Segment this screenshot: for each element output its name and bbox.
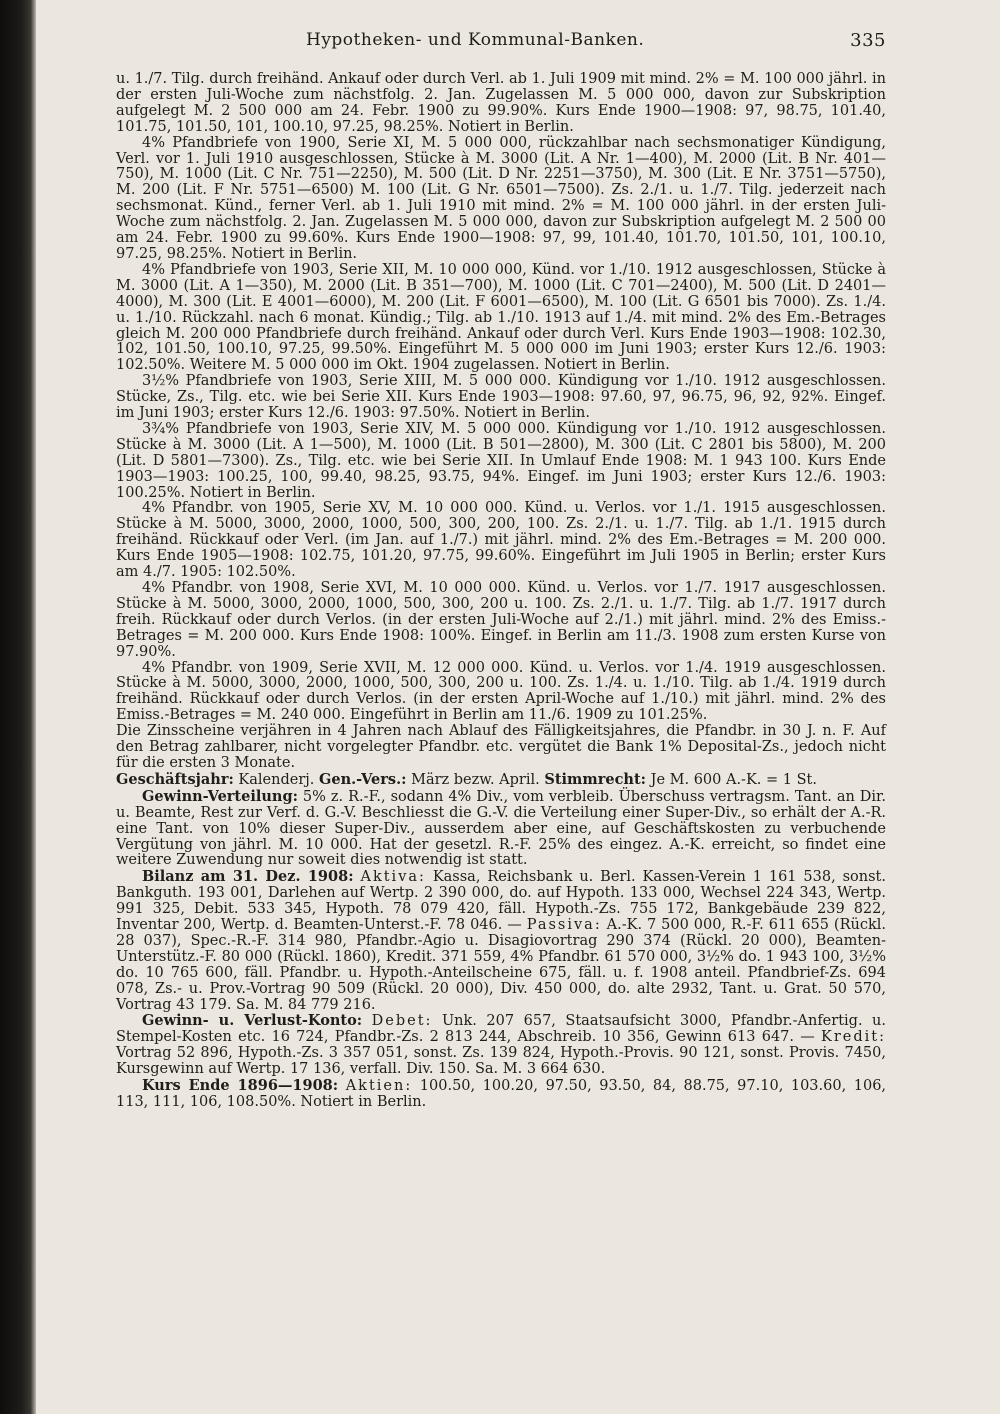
kurs-text: 100.50, 100.20, 97.50, 93.50, 84, 88.75, 97.10, 103.60, 106, 113, 111, 106, 108.50%. Notiert in Berlin.	[116, 1078, 887, 1110]
page-number: 335	[850, 30, 886, 51]
page-title: Hypotheken- und Kommunal-Banken.	[306, 30, 645, 50]
paragraph-serie-xvii: 4% Pfandbr. von 1909, Serie XVII, M. 12 000 000. Künd. u. Verlos. vor 1./4. 1919 ausgeschlossen. Stücke à M. 5000, 3000, 2000, 1000, 500, 300, 200 u. 100. Zs. 1./4. u. 1./10. Tilg. ab 1./4. 1919 durch freihänd. Rückkauf oder durch Verlos. (in der ersten April-Woche auf 1./10.) mit jährl. mind. 2% des Emiss.-Betrages = M. 240 000. Eingeführt in Berlin am 11./6. 1909 zu 101.25%.	[116, 659, 886, 724]
bilanz-label: Bilanz am 31. Dez. 1908:	[142, 868, 354, 886]
gen-vers-label: Gen.-Vers.:	[318, 770, 407, 788]
kredit-label: Kredit:	[821, 1029, 886, 1046]
gen-vers-text: März bezw. April.	[406, 771, 545, 788]
aktiva-label: Aktiva:	[360, 869, 426, 886]
debet-text: Unk. 207 657, Staatsaufsicht 3000, Pfandbr.-Anfertig. u. Stempel-Kosten etc. 16 724, Pfandbr.-Zs. 2 813 244, Abschreib. 10 356, Gewinn 613 647. —	[116, 1013, 887, 1046]
gewinn-verteilung-text: 5% z. R.-F., sodann 4% Div., vom verbleib. Überschuss vertragsm. Tant. an Dir. u. Beamte, Rest zur Verf. d. G.-V. Beschliesst die G.-V. die Verteilung einer Super-Div., so erhält der A.-R. eine Tant. von 10% dieser Super-Div., ausserdem aber eine, auf Geschäftskosten zu verbuchende Vergütung von jährl. M. 10 000. Hat der gesetzl. R.-F. 25% des eingez. A.-K. erreicht, so findet eine weitere Zuwendung nur soweit dies notwendig ist statt.	[116, 788, 886, 869]
aktiva-text: Kassa, Reichsbank u. Berl. Kassen-Verein 1 161 538, sonst. Bankguth. 193 001, Darlehen auf Wertp. 2 390 000, do. auf Hypoth. 133 000, Wechsel 224 343, Wertp. 991 325, Debit. 533 345, Hypoth. 78 079 420, fäll. Hypoth.-Zs. 755 172, Bankgebäude 239 822, Inventar 200, Wertp. d. Beamten-Unterst.-F. 78 046. —	[116, 869, 886, 934]
passiva-label: Passiva:	[526, 917, 602, 934]
paragraph-bilanz	[116, 869, 886, 1013]
paragraph-serie-xi: 4% Pfandbriefe von 1900, Serie XI, M. 5 000 000, rückzahlbar nach sechsmonatiger Kündigung, Verl. vor 1. Juli 1910 ausgeschlossen, Stücke à M. 3000 (Lit. A Nr. 1—400), M. 2000 (Lit. B Nr. 401—750), M. 1000 (Lit. C Nr. 751—2250), M. 500 (Lit. D Nr. 2251—3750), M. 300 (Lit. E Nr. 3751—5750), M. 200 (Lit. F Nr. 5751—6500) M. 100 (Lit. G Nr. 6501—7500). Zs. 2./1. u. 1./7. Tilg. jederzeit nach sechsmonat. Künd., ferner Verl. ab 1. Juli 1910 mit mind. 2% = M. 100 000 jährl. in der ersten Juli-Woche zum nächstfolg. 2. Jan. Zugelassen M. 5 000 000, davon zur Subskription aufgelegt M. 2 500 00 am 24. Febr. 1900 zu 99.60%. Kurs Ende 1900—1908: 97, 99, 101.40, 101.70, 101.50, 101, 100.10, 97.25, 98.25%. Notiert in Berlin.	[116, 134, 886, 262]
geschaeftsjahr-label: Geschäftsjahr:	[116, 770, 234, 788]
page-body	[116, 72, 886, 1111]
kredit-text: Vortrag 52 896, Hypoth.-Zs. 3 357 051, sonst. Zs. 139 824, Hypoth.-Provis. 90 121, sonst. Provis. 7450, Kursgewinn auf Wertp. 17 136, verfall. Div. 150. Sa. M. 3 664 630.	[116, 1045, 886, 1078]
paragraph-gewinn-konto	[116, 1013, 886, 1078]
paragraph-serie-xvi: 4% Pfandbr. von 1908, Serie XVI, M. 10 000 000. Künd. u. Verlos. vor 1./7. 1917 ausgeschlossen. Stücke à M. 5000, 3000, 2000, 1000, 500, 300, 200 u. 100. Zs. 2./1. u. 1./7. Tilg. ab 1./7. 1917 durch freih. Rückkauf oder durch Verlos. (in der ersten Juli-Woche auf 2./1.) mit jährl. mind. 2% des Emiss.-Betrages = M. 200 000. Kurs Ende 1908: 100%. Eingef. in Berlin am 11./3. 1908 zum ersten Kurse von 97.90%.	[116, 580, 886, 660]
paragraph-gewinn-verteilung	[116, 789, 886, 870]
gewinn-konto-label: Gewinn- u. Verlust-Konto:	[142, 1012, 363, 1030]
stimmrecht-text: Je M. 600 A.-K. = 1 St.	[646, 771, 817, 788]
paragraph-serie-x-cont: u. 1./7. Tilg. durch freihänd. Ankauf oder durch Verl. ab 1. Juli 1909 mit mind. 2% = M. 100 000 jährl. in der ersten Juli-Woche zum nächstfolg. 2. Jan. Zugelassen M. 5 000 000, davon zur Subskription aufgelegt M. 2 500 000 am 24. Febr. 1900 zu 99.90%. Kurs Ende 1900—1908: 97, 98.75, 101.40, 101.75, 101.50, 101, 100.10, 97.25, 98.25%. Notiert in Berlin.	[116, 71, 886, 135]
stimmrecht-label: Stimmrecht:	[544, 770, 647, 788]
aktien-label: Aktien:	[345, 1078, 413, 1095]
paragraph-serie-xiv: 3¾% Pfandbriefe von 1903, Serie XIV, M. 5 000 000. Kündigung vor 1./10. 1912 ausgeschlossen. Stücke à M. 3000 (Lit. A 1—500), M. 1000 (Lit. B 501—2800), M. 300 (Lit. C 2801 bis 5800), M. 200 (Lit. D 5801—7300). Zs., Tilg. etc. wie bei Serie XII. In Umlauf Ende 1908: M. 1 943 100. Kurs Ende 1903—1903: 100.25, 100, 99.40, 98.25, 93.75, 94%. Eingef. im Juni 1903; erster Kurs 12./6. 1903: 100.25%. Notiert in Berlin.	[116, 420, 886, 501]
paragraph-serie-xiii: 3½% Pfandbriefe von 1903, Serie XIII, M. 5 000 000. Kündigung vor 1./10. 1912 ausgeschlossen. Stücke, Zs., Tilg. etc. wie bei Serie XII. Kurs Ende 1903—1908: 97.60, 97, 96.75, 96, 92, 92%. Eingef. im Juni 1903; erster Kurs 12./6. 1903: 97.50%. Notiert in Berlin.	[116, 373, 886, 422]
paragraph-serie-xii: 4% Pfandbriefe von 1903, Serie XII, M. 10 000 000, Künd. vor 1./10. 1912 ausgeschlossen, Stücke à M. 3000 (Lit. A 1—350), M. 2000 (Lit. B 351—700), M. 1000 (Lit. C 701—2400), M. 500 (Lit. D 2401—4000), M. 300 (Lit. E 4001—6000), M. 200 (Lit. F 6001—6500), M. 100 (Lit. G 6501 bis 7000). Zs. 1./4. u. 1./10. Rückzahl. nach 6 monat. Kündig.; Tilg. ab 1./10. 1913 auf 1./4. mit mind. 2% des Em.-Betrages gleich M. 200 000 Pfandbriefe durch freihänd. Ankauf oder durch Verl. Kurs Ende 1903—1908: 102.30, 102, 101.50, 100.10, 97.25, 99.50%. Eingeführt M. 5 000 000 im Juni 1903; erster Kurs 12./6. 1903: 102.50%. Weitere M. 5 000 000 im Okt. 1904 zugelassen. Notiert in Berlin.	[116, 261, 886, 374]
paragraph-serie-xv: 4% Pfandbr. von 1905, Serie XV, M. 10 000 000. Künd. u. Verlos. vor 1./1. 1915 ausgeschlossen. Stücke à M. 5000, 3000, 2000, 1000, 500, 300, 200, 100. Zs. 2./1. u. 1./7. Tilg. ab 1./1. 1915 durch freihänd. Rückkauf oder Verl. (im Jan. auf 1./7.) mit jährl. mind. 2% des Em.-Betrages = M. 200 000. Kurs Ende 1905—1908: 102.75, 101.20, 97.75, 99.60%. Eingeführt im Juli 1905 in Berlin; erster Kurs am 4./7. 1905: 102.50%.	[116, 500, 886, 581]
debet-label: Debet:	[371, 1013, 433, 1030]
paragraph-geschaeftsjahr	[116, 772, 886, 789]
paragraph-kurs	[116, 1078, 886, 1111]
geschaeftsjahr-text: Kalenderj.	[233, 771, 319, 788]
kurs-label: Kurs Ende 1896—1908:	[142, 1077, 339, 1095]
paragraph-zinsscheine: Die Zinsscheine verjähren in 4 Jahren nach Ablauf des Fälligkeitsjahres, die Pfandbr. in 30 J. n. F. Auf den Betrag zahlbarer, nicht vorgelegter Pfandbr. etc. vergütet die Bank 1% Deposital-Zs., jedoch nicht für die ersten 3 Monate.	[116, 723, 886, 771]
gewinn-verteilung-label: Gewinn-Verteilung:	[142, 787, 298, 805]
book-binding-edge	[0, 0, 36, 1414]
passiva-text: A.-K. 7 500 000, R.-F. 611 655 (Rückl. 28 037), Spec.-R.-F. 314 980, Pfandbr.-Agio u. Disagiovortrag 290 374 (Rückl. 20 000), Beamten-Unterstütz.-F. 80 000 (Rückl. 1860), Kredit. 371 559, 4% Pfandbr. 61 570 000, 3½% do. 1 943 100, 3½% do. 10 765 600, fäll. Pfandbr. u. Hypoth.-Anteilscheine 675, fäll. u. f. 1908 anteil. Pfandbrief-Zs. 694 078, Zs.- u. Prov.-Vortrag 90 509 (Rückl. 20 000), Div. 450 000, do. alte 2932, Tant. u. Grat. 50 570, Vortrag 43 179. Sa. M. 84 779 216.	[116, 917, 886, 1013]
